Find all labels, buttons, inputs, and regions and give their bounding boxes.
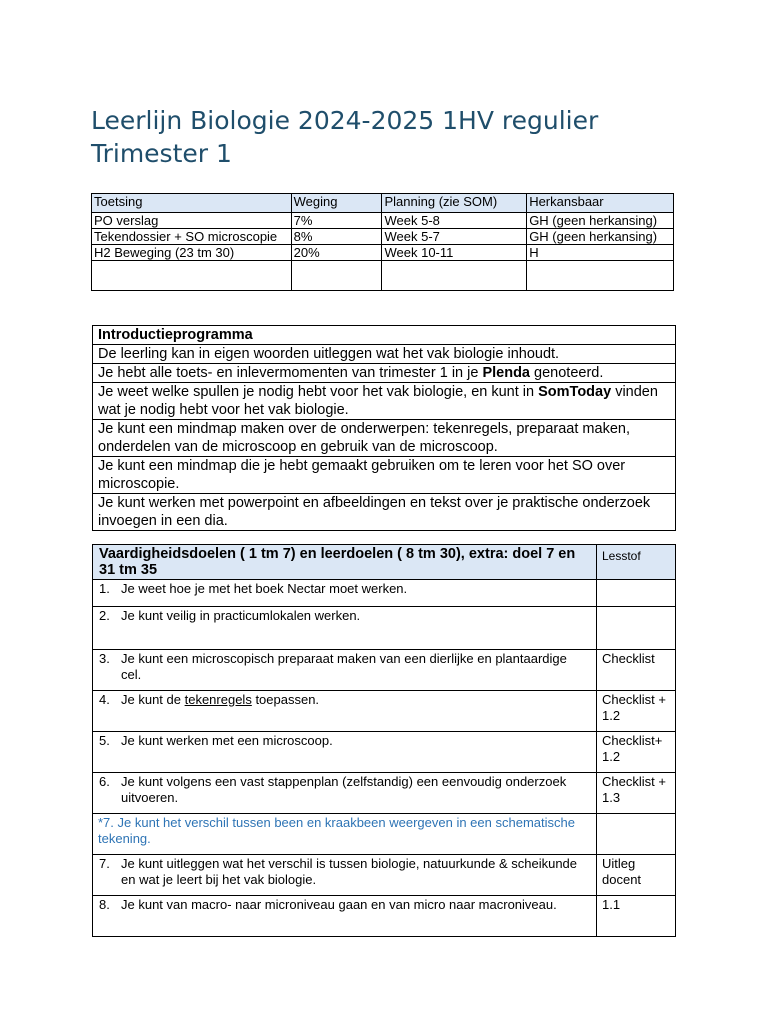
goal-resource: 1.1 <box>597 896 676 937</box>
table-cell <box>92 261 292 291</box>
goal-row <box>93 650 676 691</box>
goal-text: Je kunt van macro- naar microniveau gaan en van micro naar macroniveau. <box>121 897 557 912</box>
intro-row: Je kunt een mindmap die je hebt gemaakt gebruiken om te leren voor het SO over microscopie. <box>93 457 676 494</box>
goal-resource: Checklist <box>597 650 676 691</box>
document-title <box>91 104 691 170</box>
goal-row <box>93 773 676 814</box>
lesstof-header: Lesstof <box>597 545 676 580</box>
goal-text: Je kunt volgens een vast stappenplan (zelfstandig) een eenvoudig onderzoek uitvoeren. <box>121 774 567 805</box>
goal-text <box>121 692 581 708</box>
goal-number: 4. <box>99 692 110 707</box>
goal-text-part: toepassen. <box>251 692 320 707</box>
goal-resource: Checklist + 1.2 <box>597 691 676 732</box>
goal-row <box>93 855 676 896</box>
goal-text: Je kunt uitleggen wat het verschil is tussen biologie, natuurkunde & scheikunde en wat je leert bij het vak biologie. <box>121 856 578 887</box>
goal-resource <box>597 814 676 855</box>
table-cell: Tekendossier + SO microscopie <box>92 229 292 245</box>
table-cell: Week 5-8 <box>382 213 527 229</box>
goal-cell <box>93 650 597 691</box>
goal-row <box>93 607 676 650</box>
goal-resource: Checklist+ 1.2 <box>597 732 676 773</box>
intro-text: genoteerd. <box>530 365 604 381</box>
goal-row <box>93 691 676 732</box>
column-header: Planning (zie SOM) <box>382 194 527 213</box>
table-cell <box>291 261 382 291</box>
intro-row <box>93 383 676 420</box>
somtoday-bold: SomToday <box>538 384 612 400</box>
goals-header-row <box>93 545 676 580</box>
table-cell: 8% <box>291 229 382 245</box>
goal-cell <box>93 607 597 650</box>
table-cell: 20% <box>291 245 382 261</box>
table-cell: Week 5-7 <box>382 229 527 245</box>
intro-heading: Introductieprogramma <box>93 326 676 345</box>
table-row <box>92 245 674 261</box>
table-cell: Week 10-11 <box>382 245 527 261</box>
goal-number: 3. <box>99 651 110 666</box>
intro-row: Je kunt een mindmap maken over de onderwerpen: tekenregels, preparaat maken, onderdelen van de microscoop en gebruik van de microscoop. <box>93 420 676 457</box>
intro-row: De leerling kan in eigen woorden uitleggen wat het vak biologie inhoudt. <box>93 345 676 364</box>
goal-row-extra <box>93 814 676 855</box>
goal-row <box>93 732 676 773</box>
intro-text: Je hebt alle toets- en inlevermomenten van trimester 1 in je <box>98 365 483 381</box>
goal-text-part: Je kunt de <box>121 692 185 707</box>
goals-table <box>92 544 676 937</box>
goal-cell <box>93 580 597 607</box>
intro-text: vinden wat je nodig hebt voor het vak biologie. <box>98 384 658 418</box>
table-cell <box>527 261 674 291</box>
table-cell: H <box>527 245 674 261</box>
table-cell: H2 Beweging (23 tm 30) <box>92 245 292 261</box>
goal-number: 8. <box>99 897 110 912</box>
goal-cell <box>93 732 597 773</box>
goal-resource: Checklist + 1.3 <box>597 773 676 814</box>
table-cell <box>382 261 527 291</box>
goal-number: 1. <box>99 581 110 596</box>
goal-row <box>93 896 676 937</box>
intro-row: Je kunt werken met powerpoint en afbeeldingen en tekst over je praktische onderzoek invoegen in een dia. <box>93 494 676 531</box>
table-cell: GH (geen herkansing) <box>527 229 674 245</box>
goal-resource: Uitleg docent <box>597 855 676 896</box>
goal-number: 6. <box>99 774 110 789</box>
table-row <box>92 229 674 245</box>
goal-number: 2. <box>99 608 110 623</box>
goal-row <box>93 580 676 607</box>
intro-row <box>93 364 676 383</box>
table-header-row <box>92 194 674 213</box>
goal-cell <box>93 855 597 896</box>
intro-text: Je weet welke spullen je nodig hebt voor het vak biologie, en kunt in <box>98 384 539 400</box>
goal-resource <box>597 580 676 607</box>
table-cell: PO verslag <box>92 213 292 229</box>
tekenregels-underlined: tekenregels <box>184 692 252 707</box>
goal-number: 7. <box>99 856 110 871</box>
table-row-empty <box>92 261 674 291</box>
goal-text: Je kunt werken met een microscoop. <box>121 733 333 748</box>
goal-number: 5. <box>99 733 110 748</box>
goal-resource <box>597 607 676 650</box>
title-line-1: Leerlijn Biologie 2024-2025 1HV regulier <box>91 106 599 135</box>
goal-text: Je weet hoe je met het boek Nectar moet werken. <box>121 581 408 596</box>
column-header: Herkansbaar <box>527 194 674 213</box>
plenda-bold: Plenda <box>482 365 530 381</box>
title-line-2: Trimester 1 <box>91 139 232 168</box>
goal-text: Je kunt veilig in practicumlokalen werken. <box>121 608 361 623</box>
column-header: Weging <box>291 194 382 213</box>
table-cell: 7% <box>291 213 382 229</box>
table-row <box>92 213 674 229</box>
intro-table <box>92 325 676 531</box>
goal-cell <box>93 896 597 937</box>
goals-heading: Vaardigheidsdoelen ( 1 tm 7) en leerdoelen ( 8 tm 30), extra: doel 7 en 31 tm 35 <box>93 545 597 580</box>
goal-cell <box>93 691 597 732</box>
extra-goal-text: *7. Je kunt het verschil tussen been en kraakbeen weergeven in een schematische tekening. <box>93 814 597 855</box>
column-header: Toetsing <box>92 194 292 213</box>
goal-cell <box>93 773 597 814</box>
goal-text: Je kunt een microscopisch preparaat maken van een dierlijke en plantaardige cel. <box>121 651 567 682</box>
toetsing-table <box>91 193 674 291</box>
table-cell: GH (geen herkansing) <box>527 213 674 229</box>
